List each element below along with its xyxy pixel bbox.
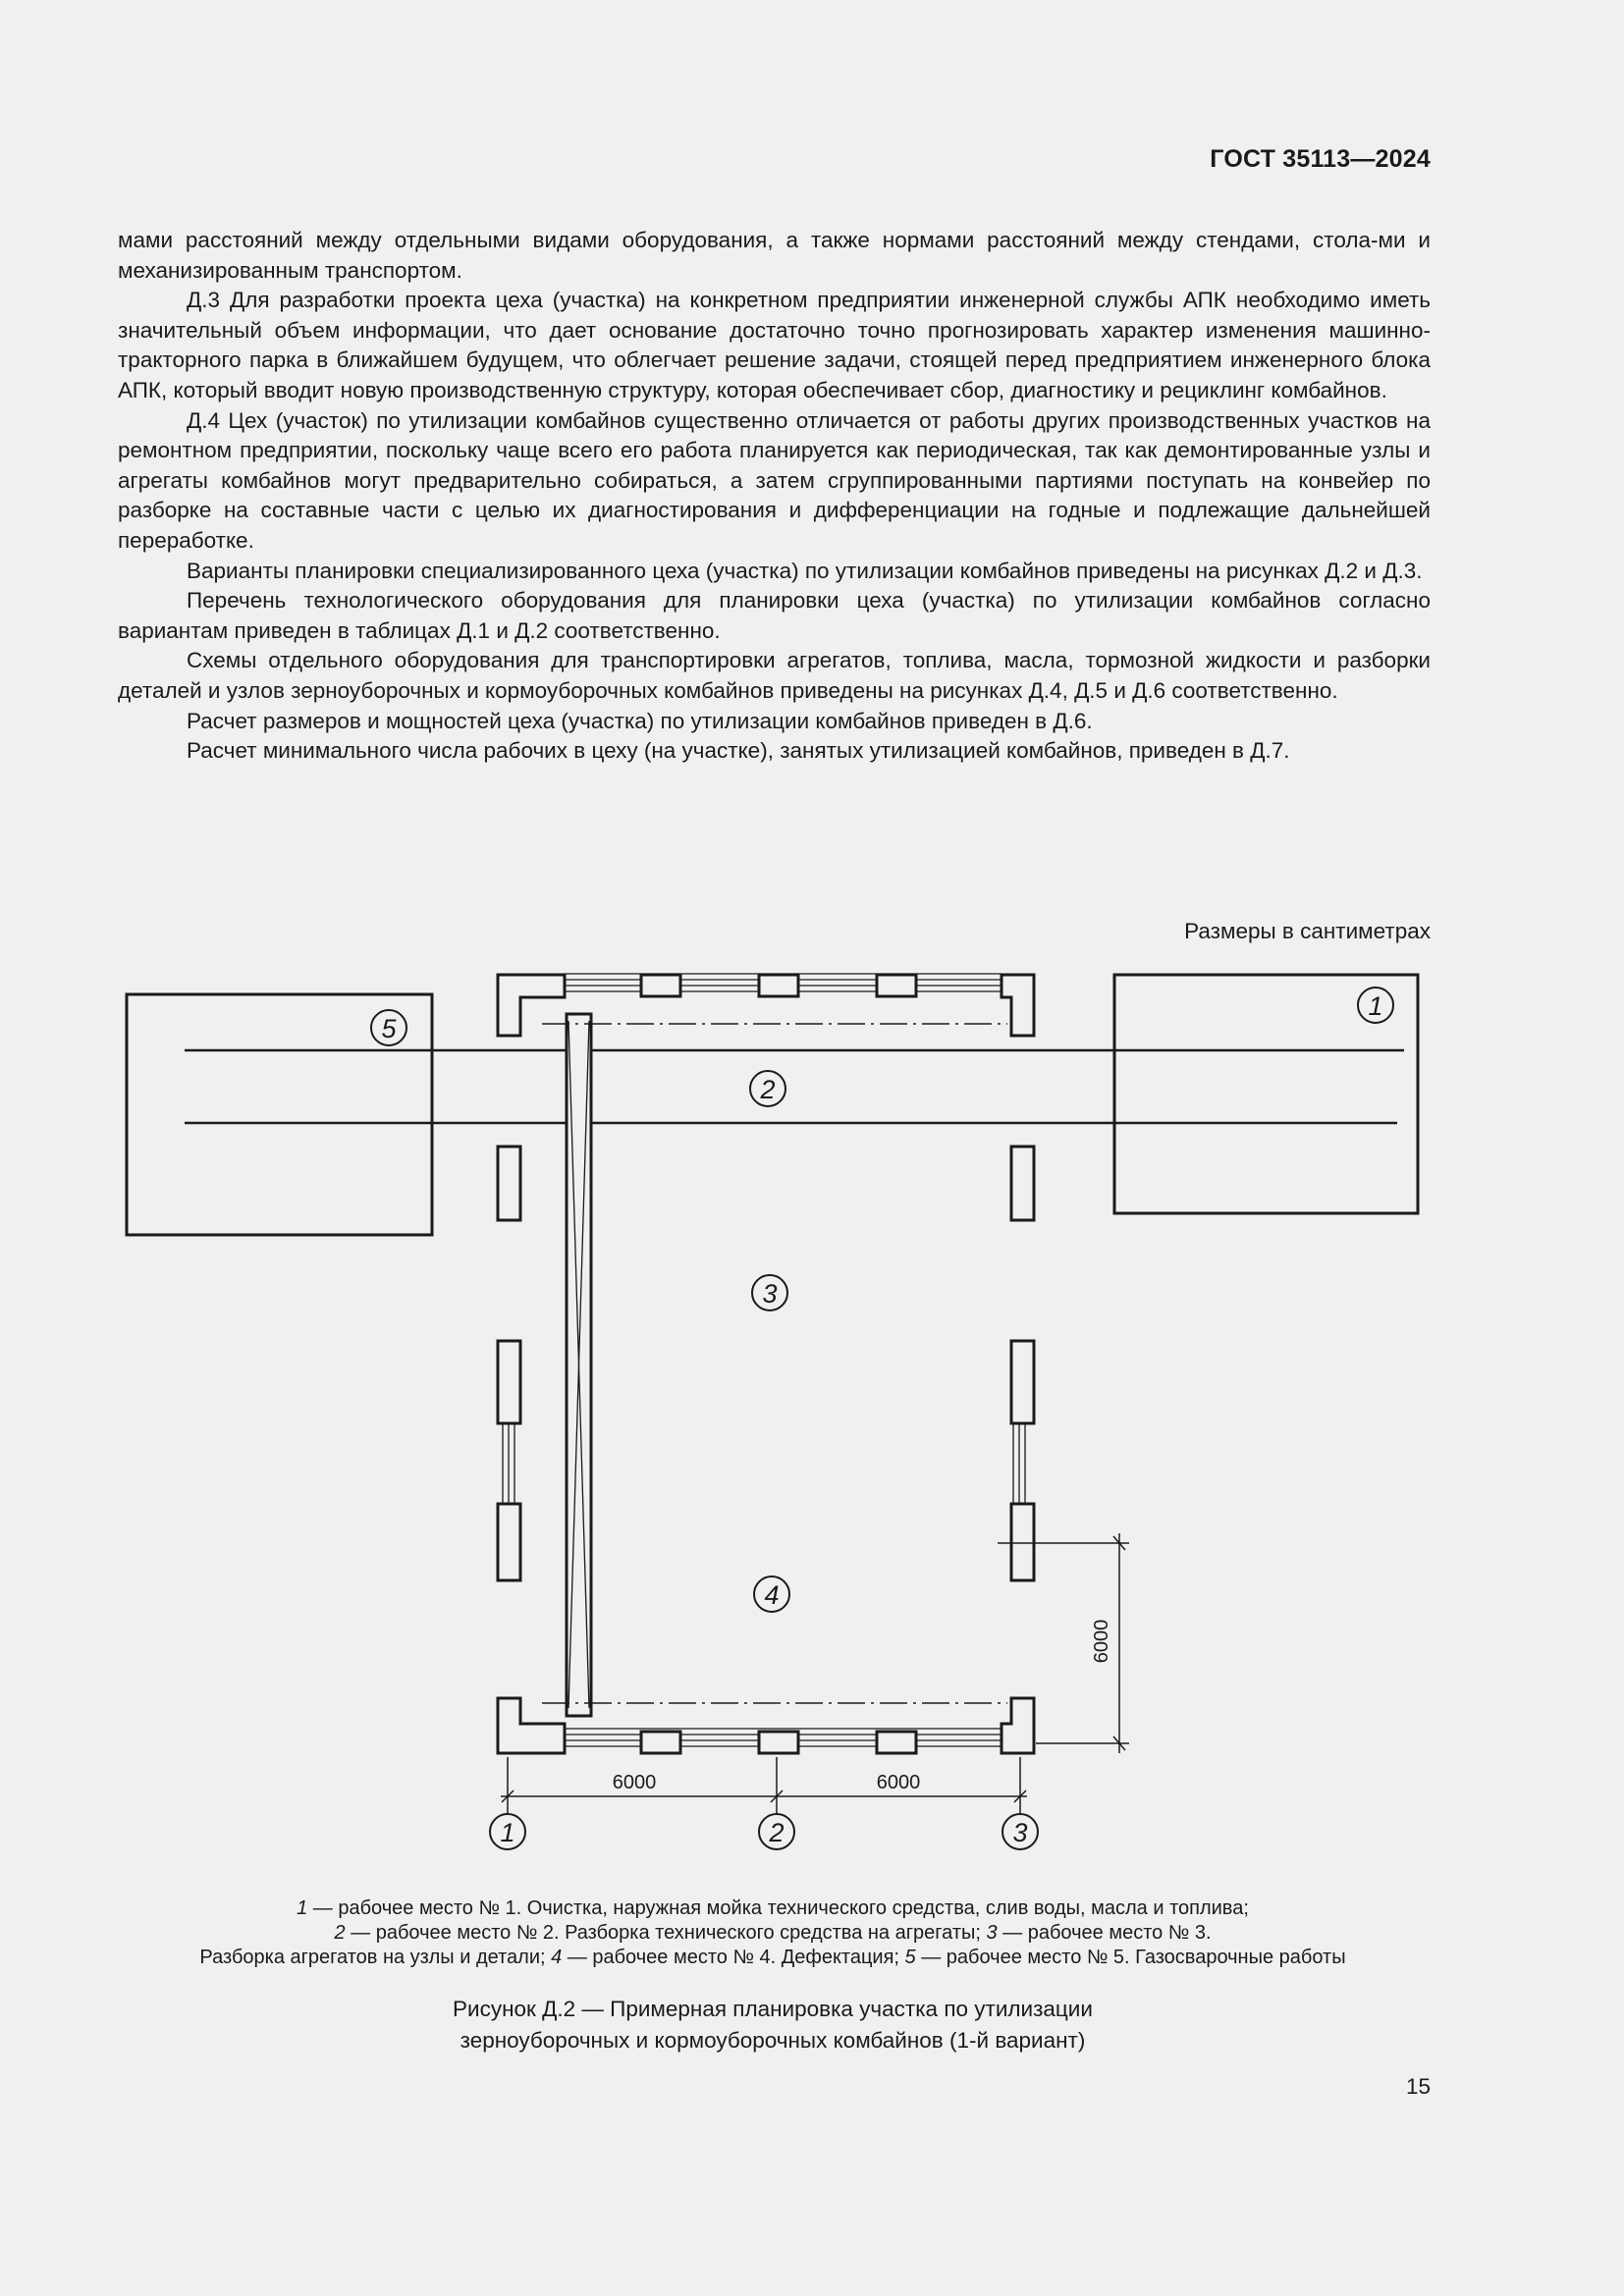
- paragraph: Расчет минимального числа рабочих в цеху (на участке), занятых утилизацией комбайнов, приведен в Д.7.: [187, 738, 1290, 764]
- dimension-label: 6000: [876, 1772, 921, 1793]
- marker-2: 2: [760, 1075, 776, 1104]
- column: [759, 975, 798, 996]
- wall-corner-bl: [498, 1698, 565, 1753]
- paragraph: мами расстояний между отдельными видами оборудования, а также нормами расстояний между стендами, стола-ми и механизированным транспортом.: [118, 228, 1431, 283]
- dimension-label: 6000: [612, 1772, 657, 1793]
- marker-1: 1: [1368, 991, 1383, 1021]
- figure-caption: [0, 1994, 1545, 2056]
- marker-4: 4: [764, 1580, 780, 1610]
- wall-left: [498, 1147, 520, 1220]
- wall-corner-tl: [498, 975, 565, 1036]
- wall-corner-br: [1001, 1698, 1034, 1753]
- wall-right: [1011, 1341, 1034, 1423]
- dimension-label: 6000: [1091, 1619, 1112, 1664]
- standard-number: ГОСТ 35113—2024: [1210, 145, 1431, 173]
- marker-3: 3: [762, 1279, 778, 1308]
- wall-left: [498, 1504, 520, 1580]
- axis-2: 2: [769, 1818, 785, 1847]
- units-note: Размеры в сантиметрах: [1184, 919, 1431, 943]
- paragraph: Расчет размеров и мощностей цеха (участка) по утилизации комбайнов приведен в Д.6.: [187, 708, 1093, 733]
- marker-5: 5: [381, 1014, 397, 1043]
- column: [759, 1732, 798, 1753]
- wall-right: [1011, 1504, 1034, 1580]
- paragraph: Д.3 Для разработки проекта цеха (участка) на конкретном предприятии инженерной службы АПК необходимо иметь значительный объем информации, что дает основание достаточно точно прогнозировать характер изменения машинно-тракторного парка в ближайшем будущем, что облегчает решение задачи, стоящей перед предприятием инженерного блока АПК, который вводит новую производственную структуру, которая обеспечивает сбор, диагностику и рециклинг комбайнов.: [118, 288, 1431, 402]
- column: [877, 975, 916, 996]
- legend-line: 2 — рабочее место № 2. Разборка технического средства на агрегаты; 3 — рабочее место № 3.: [334, 1922, 1212, 1944]
- axis-3: 3: [1012, 1818, 1028, 1847]
- figure-legend: [0, 1896, 1545, 1970]
- paragraph: Д.4 Цех (участок) по утилизации комбайнов существенно отличается от работы других производственных участков на ремонтном предприятии, поскольку чаще всего его работа планируется как периодическая, так как демонтированные узлы и агрегаты комбайнов могут предварительно собираться, а затем сгруппированными партиями поступать на конвейер по разборке на составные части с целью их диагностирования и дифференциации на годные и подлежащие дальнейшей переработке.: [118, 407, 1431, 553]
- column: [877, 1732, 916, 1753]
- paragraph: Схемы отдельного оборудования для транспортировки агрегатов, топлива, масла, тормозной жидкости и разборки деталей и узлов зерноуборочных и кормоуборочных комбайнов приведены на рисунках Д.4, Д.5 и Д.6 соответственно.: [118, 648, 1431, 703]
- paragraph: Перечень технологического оборудования для планировки цеха (участка) по утилизации комбайнов согласно вариантам приведен в таблицах Д.1 и Д.2 соответственно.: [118, 588, 1431, 643]
- page-number: 15: [1405, 2074, 1431, 2099]
- axis-1: 1: [500, 1818, 515, 1847]
- wall-left: [498, 1341, 520, 1423]
- column: [641, 975, 680, 996]
- wall-corner-tr: [1001, 975, 1034, 1036]
- legend-line: Разборка агрегатов на узлы и детали; 4 — рабочее место № 4. Дефектация; 5 — рабочее место № 5. Газосварочные работы: [199, 1947, 1346, 1968]
- legend-line: 1 — рабочее место № 1. Очистка, наружная мойка технического средства, слив воды, масла и топлива;: [297, 1897, 1249, 1919]
- wall-right: [1011, 1147, 1034, 1220]
- caption-line: зерноуборочных и кормоуборочных комбайнов (1-й вариант): [460, 2028, 1086, 2053]
- column: [641, 1732, 680, 1753]
- caption-line: Рисунок Д.2 — Примерная планировка участка по утилизации: [453, 1997, 1093, 2021]
- paragraph: Варианты планировки специализированного цеха (участка) по утилизации комбайнов приведены на рисунках Д.2 и Д.3.: [187, 558, 1423, 583]
